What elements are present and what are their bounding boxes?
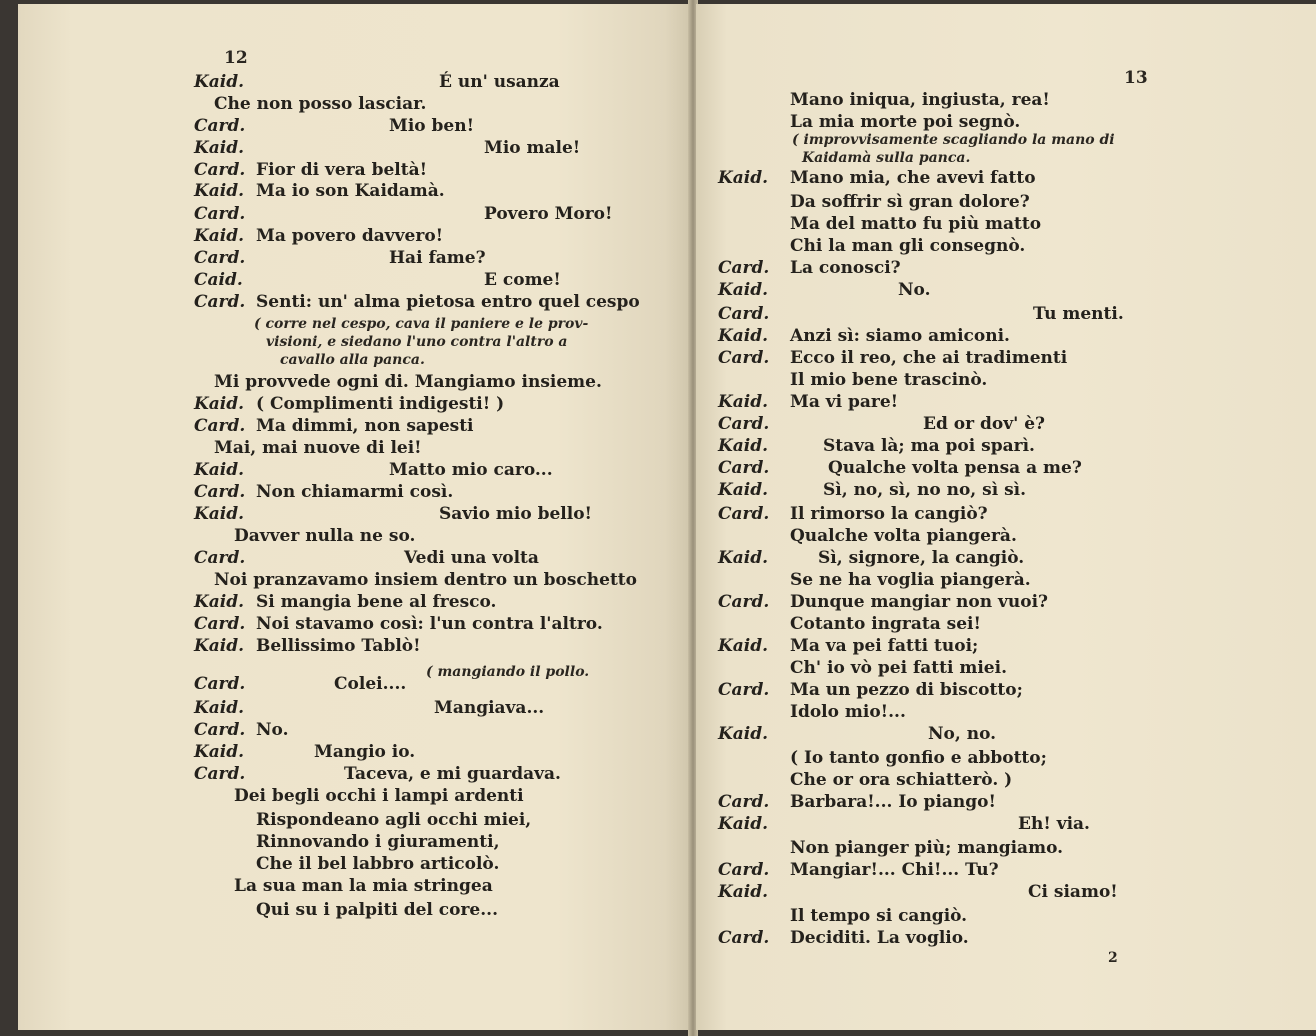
speaker-label: Card. bbox=[194, 204, 246, 224]
speaker-label: Kaid. bbox=[718, 326, 769, 346]
verse-line bbox=[718, 702, 1278, 722]
verse-text: Barbara!... Io piango! bbox=[790, 792, 996, 812]
verse-line bbox=[194, 482, 692, 502]
verse-text: Ma dimmi, non sapesti bbox=[256, 416, 474, 436]
speaker-label: Kaid. bbox=[194, 636, 245, 656]
speaker-label: Kaid. bbox=[718, 636, 769, 656]
speaker-label: Kaid. bbox=[718, 548, 769, 568]
speaker-label: Kaid. bbox=[194, 698, 245, 718]
verse-line bbox=[194, 416, 692, 436]
speaker-label: Kaid. bbox=[718, 280, 769, 300]
verse-line bbox=[194, 292, 692, 312]
verse-line bbox=[718, 592, 1278, 612]
verse-text: É un' usanza bbox=[439, 72, 560, 92]
verse-text: Mio ben! bbox=[389, 116, 475, 136]
verse-text: Qui su i palpiti del core... bbox=[256, 900, 499, 920]
verse-text: Chi la man gli consegnò. bbox=[790, 236, 1026, 256]
verse-text: Anzi sì: siamo amiconi. bbox=[790, 326, 1010, 346]
verse-text: Mano iniqua, ingiusta, rea! bbox=[790, 90, 1050, 110]
speaker-label: Card. bbox=[194, 248, 246, 268]
verse-text: ( Complimenti indigesti! ) bbox=[256, 394, 505, 414]
speaker-label: Kaid. bbox=[194, 138, 245, 158]
verse-text: Mangiar!... Chi!... Tu? bbox=[790, 860, 999, 880]
verse-line bbox=[718, 90, 1278, 110]
verse-text: No. bbox=[898, 280, 931, 300]
verse-line bbox=[718, 792, 1278, 812]
verse-line bbox=[194, 248, 692, 268]
verse-text: Ma un pezzo di biscotto; bbox=[790, 680, 1023, 700]
verse-line bbox=[718, 928, 1278, 948]
verse-line bbox=[718, 636, 1278, 656]
verse-line bbox=[718, 614, 1278, 634]
speaker-label: Card. bbox=[194, 548, 246, 568]
verse-text: Non chiamarmi così. bbox=[256, 482, 454, 502]
speaker-label: Kaid. bbox=[194, 226, 245, 246]
speaker-label: Card. bbox=[194, 416, 246, 436]
verse-line bbox=[718, 882, 1278, 902]
verse-line bbox=[718, 414, 1278, 434]
speaker-label: Kaid. bbox=[718, 436, 769, 456]
verse-line bbox=[194, 438, 692, 458]
verse-text: Povero Moro! bbox=[484, 204, 613, 224]
verse-line bbox=[718, 906, 1278, 926]
verse-text: Da soffrir sì gran dolore? bbox=[790, 192, 1030, 212]
verse-text: E come! bbox=[484, 270, 561, 290]
speaker-label: Card. bbox=[194, 482, 246, 502]
speaker-label: Kaid. bbox=[194, 592, 245, 612]
verse-line bbox=[194, 270, 692, 290]
stage-direction: ( improvvisamente scagliando la mano di bbox=[792, 132, 1115, 148]
verse-line bbox=[718, 526, 1278, 546]
verse-text: ( Io tanto gonfio e abbotto; bbox=[790, 748, 1047, 768]
verse-text: Ch' io vò pei fatti miei. bbox=[790, 658, 1007, 678]
verse-text: Tu menti. bbox=[1033, 304, 1124, 324]
verse-text: Ma io son Kaidamà. bbox=[256, 181, 445, 201]
speaker-label: Card. bbox=[718, 258, 770, 278]
verse-text: Mangiava... bbox=[434, 698, 545, 718]
speaker-label: Card. bbox=[194, 160, 246, 180]
verse-line bbox=[718, 838, 1278, 858]
verse-text: Il mio bene trascinò. bbox=[790, 370, 988, 390]
verse-text: Hai fame? bbox=[389, 248, 486, 268]
verse-text: Cotanto ingrata sei! bbox=[790, 614, 981, 634]
signature-mark: 2 bbox=[1108, 950, 1118, 966]
verse-line bbox=[194, 372, 692, 392]
verse-line bbox=[194, 900, 692, 920]
verse-line bbox=[194, 72, 692, 92]
verse-line bbox=[194, 526, 692, 546]
verse-line bbox=[194, 636, 692, 656]
speaker-label: Kaid. bbox=[718, 814, 769, 834]
verse-text: No, no. bbox=[928, 724, 997, 744]
verse-line bbox=[194, 592, 692, 612]
verse-text: Ma vi pare! bbox=[790, 392, 899, 412]
verse-line bbox=[194, 832, 692, 852]
verse-line bbox=[718, 192, 1278, 212]
verse-text: Ci siamo! bbox=[1028, 882, 1118, 902]
verse-text: Sì, signore, la cangiò. bbox=[818, 548, 1025, 568]
verse-line bbox=[194, 504, 692, 524]
verse-text: Eh! via. bbox=[1018, 814, 1090, 834]
verse-text: Dei begli occhi i lampi ardenti bbox=[234, 786, 524, 806]
verse-line bbox=[718, 680, 1278, 700]
speaker-label: Kaid. bbox=[194, 72, 245, 92]
speaker-label: Kaid. bbox=[718, 724, 769, 744]
verse-text: Qualche volta pensa a me? bbox=[828, 458, 1082, 478]
stage-direction: visioni, e siedano l'uno contra l'altro a bbox=[266, 334, 568, 350]
verse-text: Ma del matto fu più matto bbox=[790, 214, 1042, 234]
speaker-label: Card. bbox=[194, 674, 246, 694]
stage-direction: ( mangiando il pollo. bbox=[426, 664, 590, 680]
speaker-label: Caid. bbox=[194, 270, 243, 290]
verse-line bbox=[718, 570, 1278, 590]
verse-line bbox=[718, 814, 1278, 834]
speaker-label: Card. bbox=[718, 792, 770, 812]
speaker-label: Kaid. bbox=[194, 460, 245, 480]
verse-line bbox=[718, 214, 1278, 234]
verse-line bbox=[718, 724, 1278, 744]
verse-text: La sua man la mia stringea bbox=[234, 876, 493, 896]
verse-text: Noi pranzavamo insiem dentro un boschetto bbox=[214, 570, 637, 590]
verse-text: La mia morte poi segnò. bbox=[790, 112, 1021, 132]
speaker-label: Kaid. bbox=[194, 181, 245, 201]
verse-line bbox=[194, 138, 692, 158]
speaker-label: Kaid. bbox=[194, 504, 245, 524]
verse-text: Dunque mangiar non vuoi? bbox=[790, 592, 1049, 612]
speaker-label: Card. bbox=[718, 458, 770, 478]
verse-line bbox=[718, 168, 1278, 188]
speaker-label: Card. bbox=[194, 720, 246, 740]
verse-line bbox=[194, 116, 692, 136]
verse-line bbox=[194, 94, 692, 114]
speaker-label: Card. bbox=[718, 348, 770, 368]
verse-text: Che il bel labbro articolò. bbox=[256, 854, 500, 874]
speaker-label: Kaid. bbox=[194, 742, 245, 762]
speaker-label: Card. bbox=[718, 592, 770, 612]
verse-text: Stava là; ma poi sparì. bbox=[823, 436, 1035, 456]
verse-line bbox=[194, 570, 692, 590]
verse-line bbox=[718, 370, 1278, 390]
verse-text: Ecco il reo, che ai tradimenti bbox=[790, 348, 1068, 368]
verse-text: Ma povero davvero! bbox=[256, 226, 444, 246]
speaker-label: Card. bbox=[194, 292, 246, 312]
verse-line bbox=[718, 326, 1278, 346]
verse-text: Deciditi. La voglio. bbox=[790, 928, 969, 948]
verse-line bbox=[194, 720, 692, 740]
speaker-label: Card. bbox=[718, 304, 770, 324]
verse-line bbox=[718, 480, 1278, 500]
verse-text: Mai, mai nuove di lei! bbox=[214, 438, 422, 458]
verse-line bbox=[194, 614, 692, 634]
speaker-label: Card. bbox=[718, 680, 770, 700]
verse-text: No. bbox=[256, 720, 289, 740]
verse-text: Idolo mio!... bbox=[790, 702, 906, 722]
verse-line bbox=[718, 304, 1278, 324]
verse-text: Vedi una volta bbox=[404, 548, 539, 568]
stage-direction: Kaidamà sulla panca. bbox=[802, 150, 971, 166]
speaker-label: Card. bbox=[718, 860, 770, 880]
stage-direction: ( corre nel cespo, cava il paniere e le prov- bbox=[254, 316, 589, 332]
verse-line bbox=[194, 810, 692, 830]
verse-text: Ed or dov' è? bbox=[923, 414, 1045, 434]
speaker-label: Kaid. bbox=[194, 394, 245, 414]
verse-text: Qualche volta piangerà. bbox=[790, 526, 1017, 546]
speaker-label: Card. bbox=[718, 504, 770, 524]
speaker-label: Card. bbox=[718, 928, 770, 948]
verse-text: Mano mia, che avevi fatto bbox=[790, 168, 1036, 188]
verse-text: Che or ora schiatterò. ) bbox=[790, 770, 1013, 790]
verse-text: Rispondeano agli occhi miei, bbox=[256, 810, 532, 830]
verse-line bbox=[718, 504, 1278, 524]
verse-line bbox=[194, 181, 692, 201]
verse-line bbox=[718, 860, 1278, 880]
verse-line bbox=[194, 160, 692, 180]
verse-line bbox=[194, 764, 692, 784]
verse-text: Matto mio caro... bbox=[389, 460, 553, 480]
speaker-label: Card. bbox=[194, 116, 246, 136]
verse-line bbox=[194, 548, 692, 568]
verse-text: Il tempo si cangiò. bbox=[790, 906, 968, 926]
verse-line bbox=[194, 226, 692, 246]
verse-line bbox=[194, 854, 692, 874]
verse-text: Non pianger più; mangiamo. bbox=[790, 838, 1064, 858]
verse-line bbox=[194, 786, 692, 806]
verse-text: Mi provvede ogni di. Mangiamo insieme. bbox=[214, 372, 602, 392]
speaker-label: Card. bbox=[194, 614, 246, 634]
verse-text: Che non posso lasciar. bbox=[214, 94, 427, 114]
verse-line bbox=[194, 876, 692, 896]
verse-line bbox=[718, 236, 1278, 256]
verse-text: Davver nulla ne so. bbox=[234, 526, 416, 546]
verse-text: Bellissimo Tablò! bbox=[256, 636, 421, 656]
speaker-label: Card. bbox=[194, 764, 246, 784]
verse-text: Noi stavamo così: l'un contra l'altro. bbox=[256, 614, 603, 634]
verse-line bbox=[194, 742, 692, 762]
verse-line bbox=[194, 394, 692, 414]
verse-text: Il rimorso la cangiò? bbox=[790, 504, 988, 524]
verse-line bbox=[718, 748, 1278, 768]
speaker-label: Kaid. bbox=[718, 882, 769, 902]
verse-text: Fior di vera beltà! bbox=[256, 160, 428, 180]
verse-line bbox=[718, 112, 1278, 132]
verse-text: Se ne ha voglia piangerà. bbox=[790, 570, 1031, 590]
verse-text: Colei.... bbox=[334, 674, 407, 694]
stage-direction: cavallo alla panca. bbox=[280, 352, 425, 368]
verse-text: Taceva, e mi guardava. bbox=[344, 764, 561, 784]
verse-line bbox=[194, 460, 692, 480]
verse-text: Savio mio bello! bbox=[439, 504, 593, 524]
verse-text: La conosci? bbox=[790, 258, 901, 278]
left-page bbox=[18, 4, 692, 1030]
page-number: 12 bbox=[224, 48, 248, 68]
verse-text: Mangio io. bbox=[314, 742, 416, 762]
verse-text: Sì, no, sì, no no, sì sì. bbox=[823, 480, 1027, 500]
verse-text: Mio male! bbox=[484, 138, 581, 158]
verse-line bbox=[718, 458, 1278, 478]
verse-line bbox=[718, 392, 1278, 412]
verse-text: Senti: un' alma pietosa entro quel cespo bbox=[256, 292, 640, 312]
verse-text: Rinnovando i giuramenti, bbox=[256, 832, 500, 852]
speaker-label: Card. bbox=[718, 414, 770, 434]
verse-line bbox=[718, 348, 1278, 368]
verse-line bbox=[718, 280, 1278, 300]
speaker-label: Kaid. bbox=[718, 392, 769, 412]
speaker-label: Kaid. bbox=[718, 168, 769, 188]
verse-text: Si mangia bene al fresco. bbox=[256, 592, 497, 612]
verse-line bbox=[718, 658, 1278, 678]
right-page bbox=[696, 4, 1316, 1030]
speaker-label: Kaid. bbox=[718, 480, 769, 500]
verse-line bbox=[718, 548, 1278, 568]
verse-line bbox=[194, 698, 692, 718]
verse-text: Ma va pei fatti tuoi; bbox=[790, 636, 979, 656]
verse-line bbox=[194, 204, 692, 224]
verse-line bbox=[718, 436, 1278, 456]
verse-line bbox=[718, 770, 1278, 790]
verse-line bbox=[718, 258, 1278, 278]
page-number: 13 bbox=[1124, 68, 1148, 88]
